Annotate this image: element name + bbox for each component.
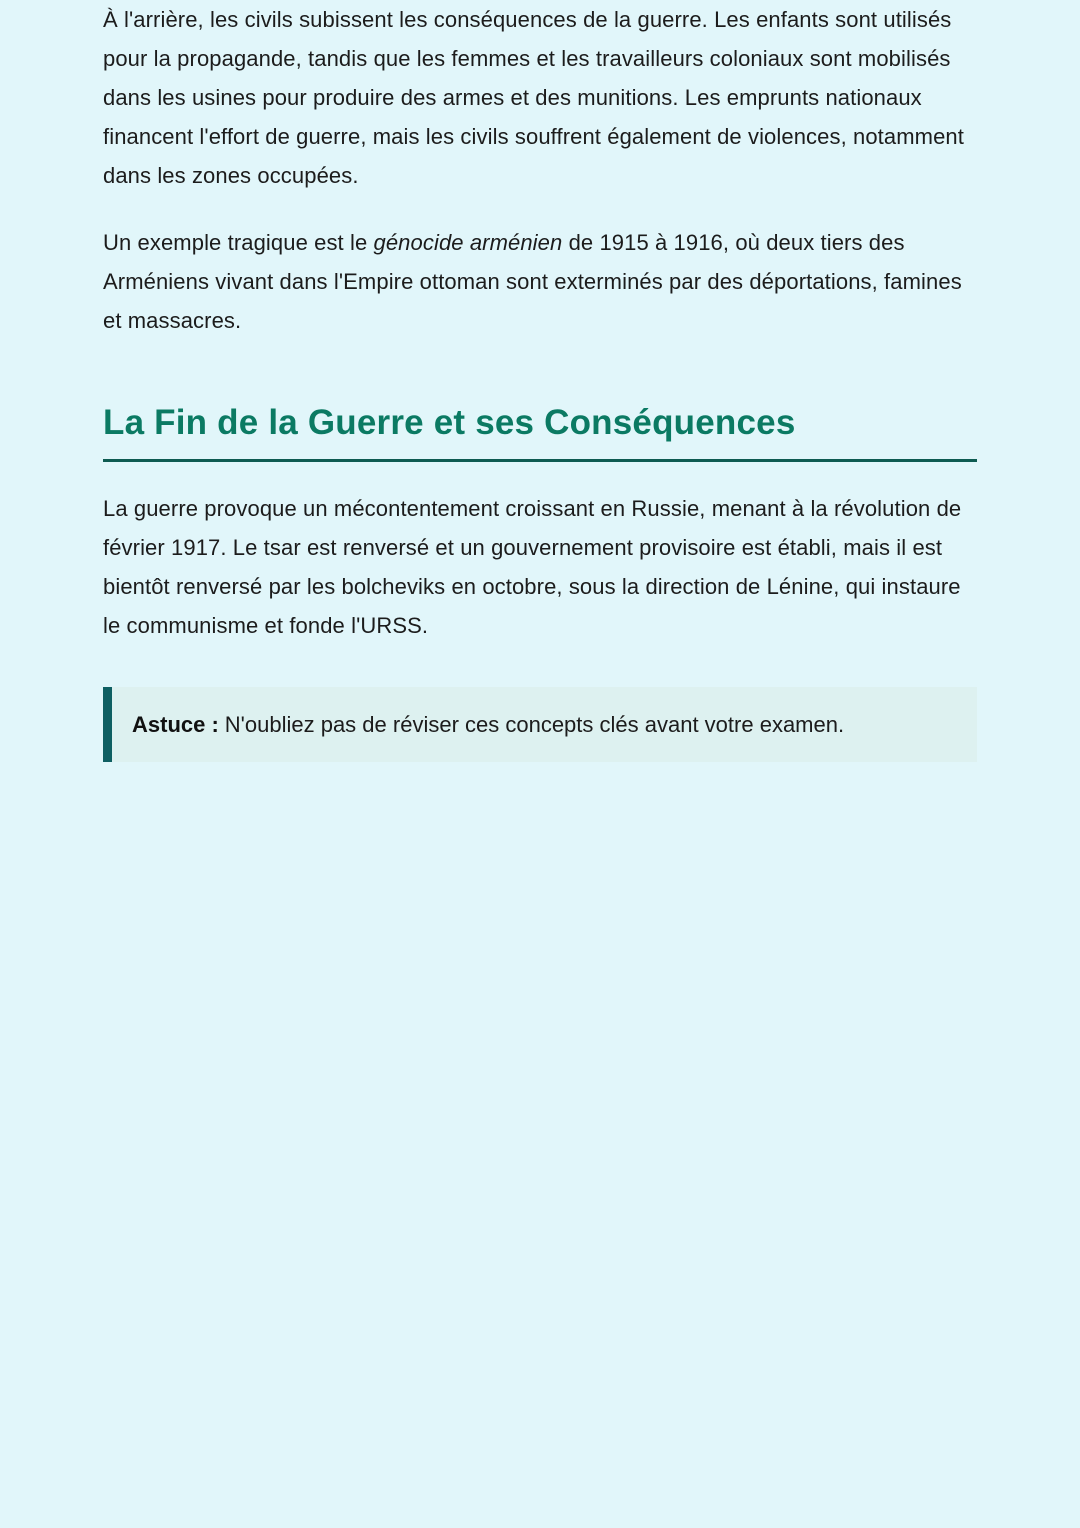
paragraph-armenian-genocide [103, 223, 977, 340]
paragraph-russian-revolution: La guerre provoque un mécontentement croissant en Russie, menant à la révolution de février 1917. Le tsar est renversé et un gouvernement provisoire est établi, mais il est bientôt renversé par les bolcheviks en octobre, sous la direction de Lénine, qui instaure le communisme et fonde l'URSS. [103, 496, 962, 638]
tip-label: Astuce : [132, 711, 219, 737]
tip-body: N'oubliez pas de réviser ces concepts clés avant votre examen. [224, 711, 845, 737]
section-heading: La Fin de la Guerre et ses Conséquences [103, 401, 977, 462]
paragraph-text-after: de 1915 à 1916, où deux tiers des Arméniens vivant dans l'Empire ottoman sont exterminés par des déportations, famines et massacres. [103, 230, 962, 333]
emphasized-term: génocide arménien [373, 230, 563, 255]
paragraph-civilians-home-front: À l'arrière, les civils subissent les conséquences de la guerre. Les enfants sont utilisés pour la propagande, tandis que les femmes et les travailleurs coloniaux sont mobilisés dans les usines pour produire des armes et des munitions. Les emprunts nationaux financent l'effort de guerre, mais les civils souffrent également de violences, notamment dans les zones occupées. [103, 7, 964, 188]
paragraph-text-before: Un exemple tragique est le [103, 230, 374, 255]
tip-text [132, 712, 844, 738]
tip-callout [103, 687, 977, 762]
document-content [103, 0, 977, 762]
